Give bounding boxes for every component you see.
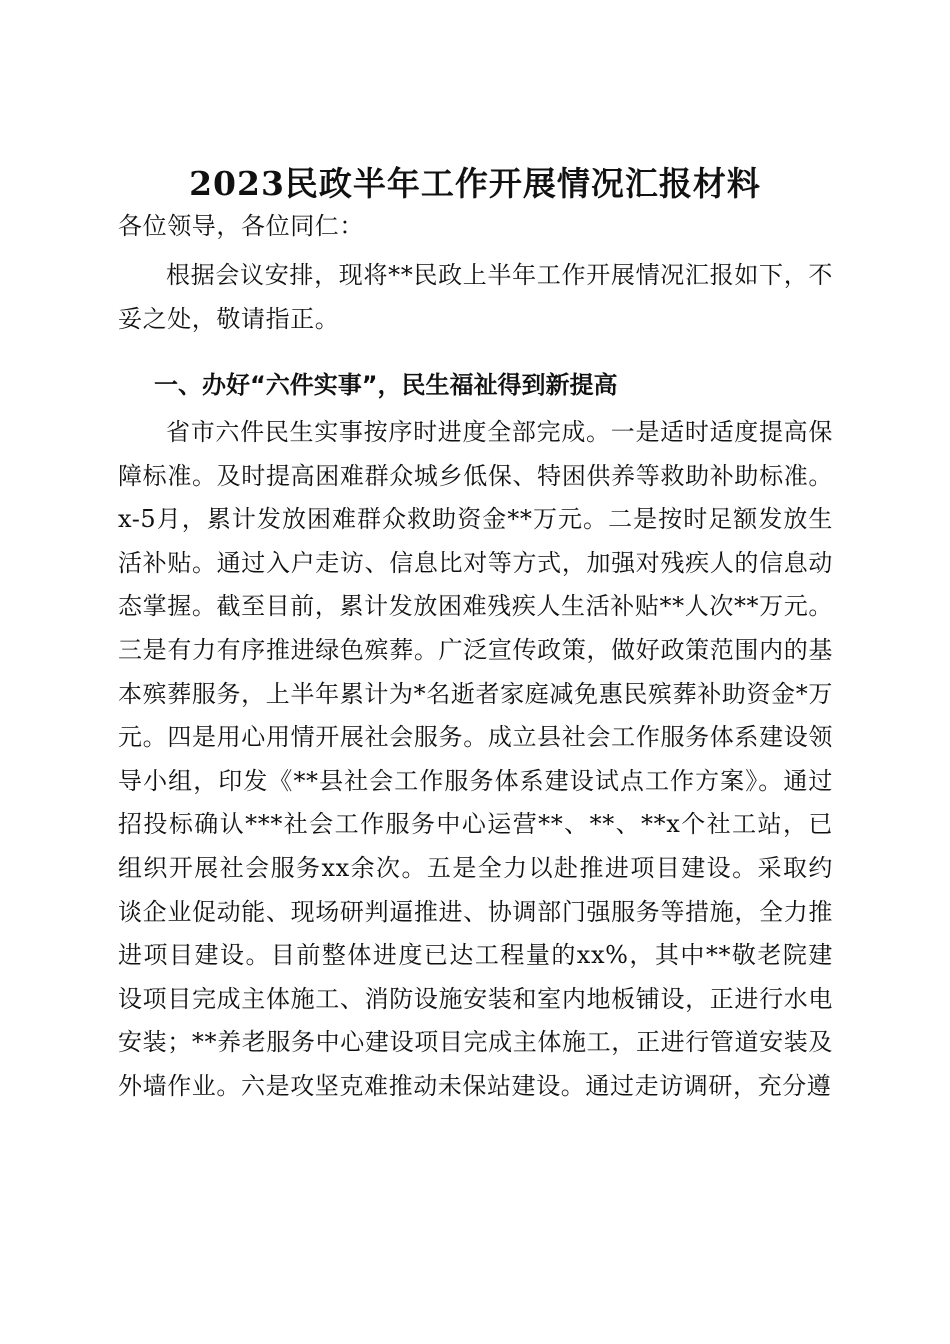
section-1-paragraph: 省市六件民生实事按序时进度全部完成。一是适时适度提高保障标准。及时提高困难群众城乡低保、特困供养等救助补助标准。x-5月，累计发放困难群众救助资金**万元。二是按时足额发放生活补贴。通过入户走访、信息比对等方式，加强对残疾人的信息动态掌握。截至目前，累计发放困难残疾人生活补贴**人次**万元。三是有力有序推进绿色殡葬。广泛宣传政策，做好政策范围内的基本殡葬服务，上半年累计为*名逝者家庭减免惠民殡葬补助资金*万元。四是用心用情开展社会服务。成立县社会工作服务体系建设领导小组，印发《**县社会工作服务体系建设试点工作方案》。通过招投标确认***社会工作服务中心运营**、**、**x个社工站，已组织开展社会服务xx余次。五是全力以赴推进项目建设。采取约谈企业促动能、现场研判逼推进、协调部门强服务等措施，全力推进项目建设。目前整体进度已达工程量的xx%，其中**敬老院建设项目完成主体施工、消防设施安装和室内地板铺设，正进行水电安装；**养老服务中心建设项目完成主体施工，正进行管道安装及外墙作业。六是攻坚克难推动未保站建设。通过走访调研，充分遵 bbox=[118, 418, 833, 1100]
document-title: 2023民政半年工作开展情况汇报材料 bbox=[189, 164, 761, 204]
section-heading-1: 一、办好“六件实事”，民生福祉得到新提高 bbox=[154, 371, 618, 399]
intro-paragraph: 根据会议安排，现将**民政上半年工作开展情况汇报如下，不妥之处，敬请指正。 bbox=[118, 261, 833, 333]
salutation: 各位领导，各位同仁： bbox=[118, 212, 364, 240]
